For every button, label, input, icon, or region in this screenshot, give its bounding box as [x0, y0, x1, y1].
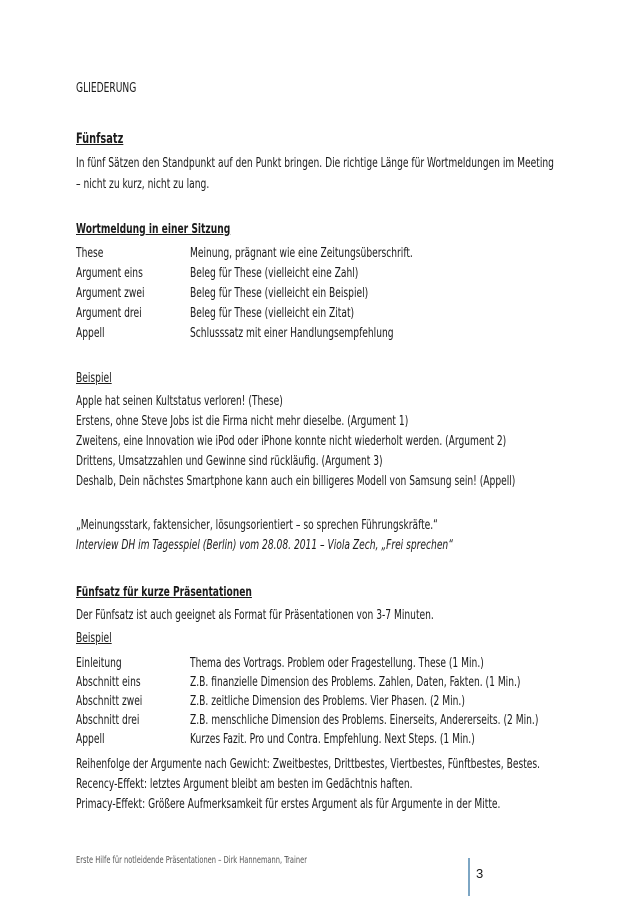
paragraph-line: In fünf Sätzen den Standpunkt auf den Punkt bringen. Die richtige Länge für Wortmeldungen im Meeting — [76, 156, 554, 171]
row-desc: Kurzes Fazit. Pro und Contra. Empfehlung. Next Steps. (1 Min.) — [190, 732, 475, 747]
row-desc: Z.B. finanzielle Dimension des Problems. Zahlen, Daten, Fakten. (1 Min.) — [190, 675, 521, 690]
row-desc: Z.B. menschliche Dimension des Problems. Einerseits, Andererseits. (2 Min.) — [190, 713, 539, 728]
note-line: Recency-Effekt: letztes Argument bleibt am besten im Gedächtnis haften. — [76, 777, 413, 792]
note-line: Primacy-Effekt: Größere Aufmerksamkeit für erstes Argument als für Argumente in der Mitte. — [76, 797, 501, 812]
row-desc: Schlusssatz mit einer Handlungsempfehlung — [190, 326, 394, 341]
row-desc: Meinung, prägnant wie eine Zeitungsüberschrift. — [190, 246, 413, 261]
row-desc: Beleg für These (vielleicht eine Zahl) — [190, 266, 359, 281]
example-line: Apple hat seinen Kultstatus verloren! (These) — [76, 394, 283, 409]
page-heading: GLIEDERUNG — [76, 81, 137, 96]
quote-text: „Meinungsstark, faktensicher, lösungsorientiert – so sprechen Führungskräfte.“ — [76, 518, 438, 533]
row-term: Argument drei — [76, 306, 142, 321]
page-number: 3 — [476, 866, 484, 881]
page-number-rule — [468, 858, 470, 896]
quote-source: Interview DH im Tagesspiel (Berlin) vom 28.08. 2011 – Viola Zech, „Frei sprechen“ — [76, 538, 453, 553]
row-term: Appell — [76, 732, 105, 747]
row-term: Abschnitt eins — [76, 675, 141, 690]
row-term: Appell — [76, 326, 105, 341]
row-term: Argument eins — [76, 266, 143, 281]
footer-text: Erste Hilfe für notleidende Präsentationen – Dirk Hannemann, Trainer — [76, 855, 307, 866]
paragraph-line: Der Fünfsatz ist auch geeignet als Format für Präsentationen von 3-7 Minuten. — [76, 608, 434, 623]
section-title-fuenfsatz: Fünfsatz — [76, 131, 124, 147]
row-term: Einleitung — [76, 656, 122, 671]
row-desc: Thema des Vortrags. Problem oder Fragestellung. These (1 Min.) — [190, 656, 484, 671]
row-desc: Beleg für These (vielleicht ein Zitat) — [190, 306, 355, 321]
example-line: Zweitens, eine Innovation wie iPod oder iPhone konnte nicht wiederholt werden. (Argument 2) — [76, 434, 507, 449]
row-term: These — [76, 246, 104, 261]
section-title-praesentationen: Fünfsatz für kurze Präsentationen — [76, 585, 252, 600]
section-title-wortmeldung: Wortmeldung in einer Sitzung — [76, 222, 231, 237]
paragraph-line: – nicht zu kurz, nicht zu lang. — [76, 177, 210, 192]
example-line: Deshalb, Dein nächstes Smartphone kann auch ein billigeres Modell von Samsung sein! (Appell) — [76, 474, 516, 489]
section-title-beispiel: Beispiel — [76, 371, 112, 386]
note-line: Reihenfolge der Argumente nach Gewicht: Zweitbestes, Drittbestes, Viertbestes, Fünftbestes, Bestes. — [76, 757, 541, 772]
example-label: Beispiel — [76, 631, 112, 646]
row-term: Argument zwei — [76, 286, 145, 301]
row-desc: Z.B. zeitliche Dimension des Problems. Vier Phasen. (2 Min.) — [190, 694, 465, 709]
example-line: Erstens, ohne Steve Jobs ist die Firma nicht mehr dieselbe. (Argument 1) — [76, 414, 409, 429]
example-line: Drittens, Umsatzzahlen und Gewinne sind rückläufig. (Argument 3) — [76, 454, 383, 469]
row-desc: Beleg für These (vielleicht ein Beispiel) — [190, 286, 369, 301]
row-term: Abschnitt zwei — [76, 694, 143, 709]
row-term: Abschnitt drei — [76, 713, 140, 728]
